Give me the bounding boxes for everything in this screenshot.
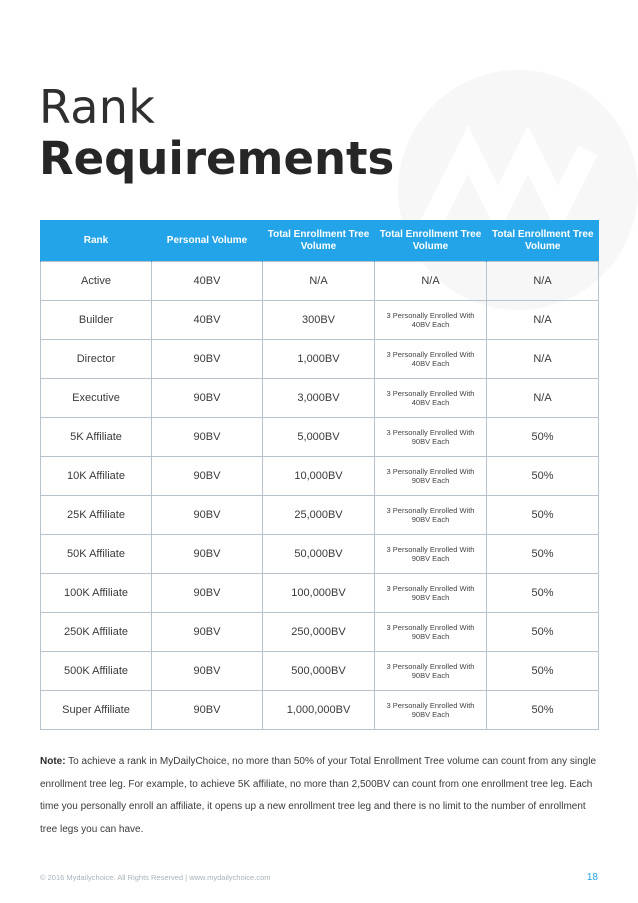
header-enrollment-volume-2: Total Enrollment Tree Volume xyxy=(375,220,487,262)
table-cell: 3 Personally Enrolled With 90BV Each xyxy=(375,496,487,535)
table-cell: 90BV xyxy=(152,379,263,418)
table-cell: 50% xyxy=(487,574,599,613)
table-cell: N/A xyxy=(487,301,599,340)
table-cell: 10,000BV xyxy=(263,457,375,496)
table-row xyxy=(41,262,599,301)
table-cell: 3 Personally Enrolled With 90BV Each xyxy=(375,535,487,574)
table-cell: 50% xyxy=(487,418,599,457)
table-row xyxy=(41,301,599,340)
table-cell: 90BV xyxy=(152,496,263,535)
table-cell: 10K Affiliate xyxy=(41,457,152,496)
table-cell: 3,000BV xyxy=(263,379,375,418)
table-cell: 50,000BV xyxy=(263,535,375,574)
table-cell: 500K Affiliate xyxy=(41,652,152,691)
table-cell: 500,000BV xyxy=(263,652,375,691)
table-row xyxy=(41,418,599,457)
table-cell: 25K Affiliate xyxy=(41,496,152,535)
note-paragraph xyxy=(40,751,600,841)
table-cell: 250,000BV xyxy=(263,613,375,652)
table-cell: Director xyxy=(41,340,152,379)
note-text: To achieve a rank in MyDailyChoice, no more than 50% of your Total Enrollment Tree volume can count from any single enrollment tree leg. For example, to achieve 5K affiliate, no more than 2,500BV can count from one enrollment tree leg. Each time you personally enroll an affiliate, it opens up a new enrollment tree leg and there is no limit to the number of enrollment tree legs you can have. xyxy=(40,756,597,835)
table-cell: 90BV xyxy=(152,535,263,574)
table-cell: 90BV xyxy=(152,691,263,730)
table-body xyxy=(41,262,599,730)
table-cell: 3 Personally Enrolled With 90BV Each xyxy=(375,652,487,691)
table-cell: N/A xyxy=(487,379,599,418)
table-row xyxy=(41,574,599,613)
table-cell: Builder xyxy=(41,301,152,340)
table-cell: 50% xyxy=(487,613,599,652)
table-row xyxy=(41,340,599,379)
table-cell: 50% xyxy=(487,457,599,496)
table-cell: 90BV xyxy=(152,574,263,613)
table-cell: N/A xyxy=(375,262,487,301)
header-personal-volume: Personal Volume xyxy=(152,220,263,262)
table-cell: 3 Personally Enrolled With 40BV Each xyxy=(375,301,487,340)
table-cell: 3 Personally Enrolled With 90BV Each xyxy=(375,613,487,652)
table-cell: 40BV xyxy=(152,301,263,340)
header-rank: Rank xyxy=(41,220,152,262)
table-cell: Executive xyxy=(41,379,152,418)
table-cell: 90BV xyxy=(152,340,263,379)
table-cell: 50% xyxy=(487,535,599,574)
title-line-2: Requirements xyxy=(39,132,395,185)
table-row xyxy=(41,496,599,535)
rank-requirements-table xyxy=(40,220,599,730)
table-row xyxy=(41,457,599,496)
table-header-row xyxy=(41,220,599,262)
table-cell: Super Affiliate xyxy=(41,691,152,730)
table-row xyxy=(41,379,599,418)
table-cell: N/A xyxy=(487,262,599,301)
table-cell: 50% xyxy=(487,496,599,535)
table-cell: 100,000BV xyxy=(263,574,375,613)
table-cell: 40BV xyxy=(152,262,263,301)
table-cell: 3 Personally Enrolled With 90BV Each xyxy=(375,574,487,613)
table-cell: 90BV xyxy=(152,613,263,652)
page-number: 18 xyxy=(586,872,598,883)
table-cell: 5K Affiliate xyxy=(41,418,152,457)
table-cell: 1,000BV xyxy=(263,340,375,379)
table-row xyxy=(41,691,599,730)
table-cell: 50% xyxy=(487,691,599,730)
footer-copyright: © 2016 Mydailychoice. All Rights Reserved | www.mydailychoice.com xyxy=(40,873,271,882)
table-cell: 3 Personally Enrolled With 90BV Each xyxy=(375,691,487,730)
note-label: Note: xyxy=(40,756,66,767)
header-enrollment-volume-1: Total Enrollment Tree Volume xyxy=(263,220,375,262)
table-cell: 50K Affiliate xyxy=(41,535,152,574)
table-cell: 100K Affiliate xyxy=(41,574,152,613)
table-cell: Active xyxy=(41,262,152,301)
table-cell: 5,000BV xyxy=(263,418,375,457)
table-cell: N/A xyxy=(263,262,375,301)
table-cell: 1,000,000BV xyxy=(263,691,375,730)
table-cell: 90BV xyxy=(152,418,263,457)
table-row xyxy=(41,652,599,691)
table-cell: 90BV xyxy=(152,457,263,496)
table-cell: 3 Personally Enrolled With 40BV Each xyxy=(375,340,487,379)
table-cell: 250K Affiliate xyxy=(41,613,152,652)
table-cell: 90BV xyxy=(152,652,263,691)
table-cell: 3 Personally Enrolled With 90BV Each xyxy=(375,418,487,457)
table-cell: N/A xyxy=(487,340,599,379)
table-cell: 300BV xyxy=(263,301,375,340)
title-line-1: Rank xyxy=(39,80,156,134)
table-cell: 3 Personally Enrolled With 40BV Each xyxy=(375,379,487,418)
header-enrollment-volume-3: Total Enrollment Tree Volume xyxy=(487,220,599,262)
page-title xyxy=(39,80,395,185)
table-cell: 3 Personally Enrolled With 90BV Each xyxy=(375,457,487,496)
table-cell: 50% xyxy=(487,652,599,691)
table-cell: 25,000BV xyxy=(263,496,375,535)
table-row xyxy=(41,613,599,652)
table-row xyxy=(41,535,599,574)
